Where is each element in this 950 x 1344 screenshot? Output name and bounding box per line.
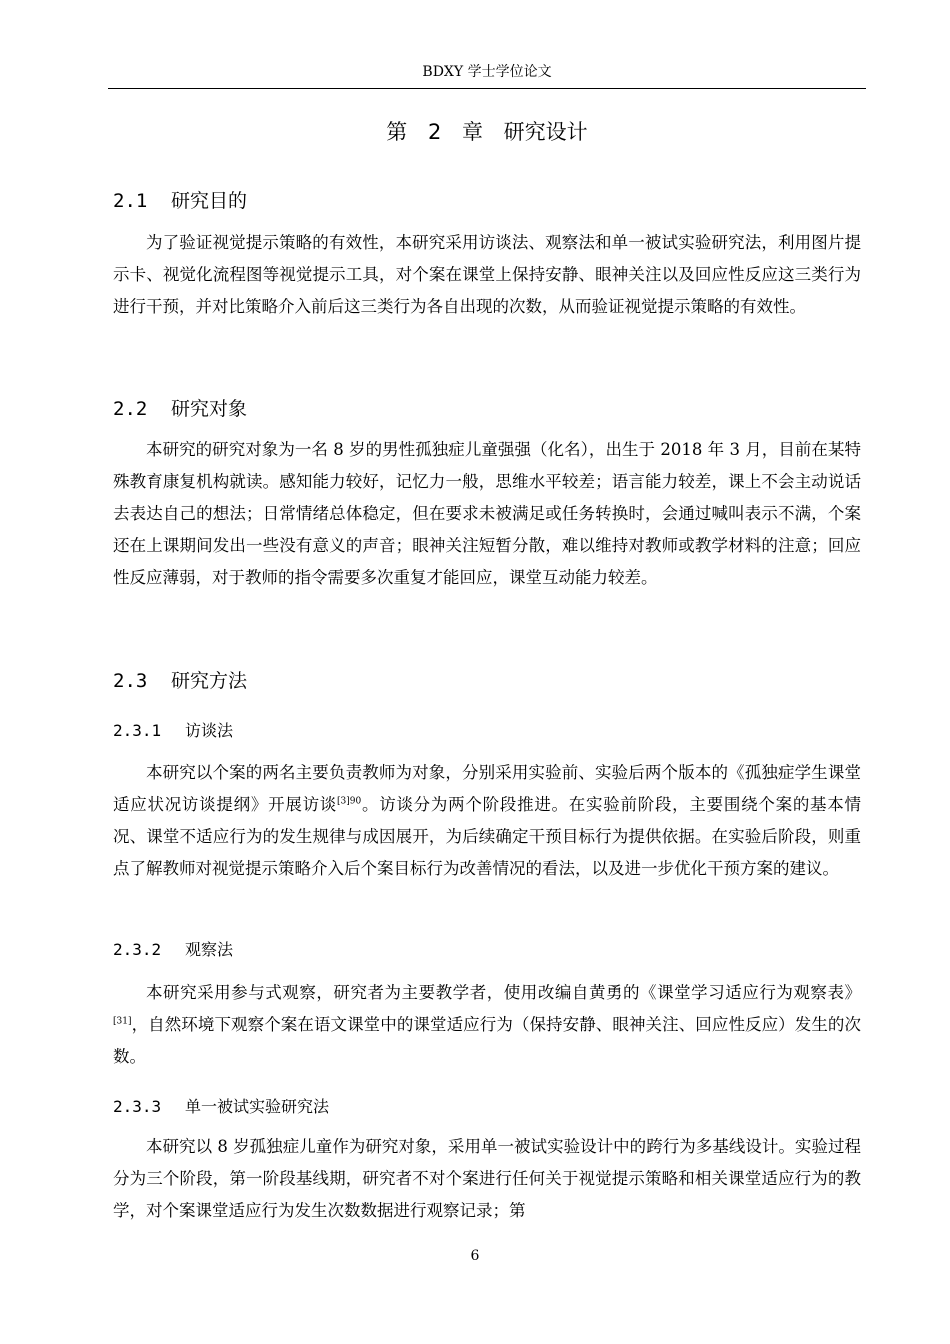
section-heading-2-1: [113, 187, 247, 215]
subsection-title: 访谈法: [185, 721, 234, 740]
chapter-title: 第 2 章 研究设计: [386, 120, 588, 144]
paragraph-observation-method: [113, 977, 861, 1073]
page-number: 6: [470, 1248, 480, 1264]
subsection-title: 单一被试实验研究法: [185, 1097, 330, 1116]
subsection-number: 2.3.1: [113, 721, 162, 740]
paragraph-research-subject: 本研究的研究对象为一名 8 岁的男性孤独症儿童强强（化名），出生于 2018 年 3 月，目前在某特殊教育康复机构就读。感知能力较好，记忆力一般，思维水平较差；语言能力较差，课上不会主动说话去表达自己的想法；日常情绪总体稳定，但在要求未被满足或任务转换时，会通过喊叫表示不满，个案还在上课期间发出一些没有意义的声音；眼神关注短暂分散，难以维持对教师或教学材料的注意；回应性反应薄弱，对于教师的指令需要多次重复才能回应，课堂互动能力较差。: [113, 440, 861, 587]
section-number: 2.2: [113, 398, 148, 420]
section-title: 研究方法: [171, 670, 248, 692]
paragraph-interview-method: [113, 757, 861, 885]
citation: [31]: [113, 1016, 132, 1027]
header-rule: [108, 88, 866, 89]
section-number: 2.3: [113, 670, 148, 692]
paragraph-text: ，自然环境下观察个案在语文课堂中的课堂适应行为（保持安静、眼神关注、回应性反应）发生的次数。: [113, 1015, 861, 1066]
subsection-heading-2-3-3: [113, 1095, 329, 1119]
paragraph-single-subject-method: 本研究以 8 岁孤独症儿童作为研究对象，采用单一被试实验设计中的跨行为多基线设计。实验过程分为三个阶段，第一阶段基线期，研究者不对个案进行任何关于视觉提示策略和相关课堂适应行为的教学，对个案课堂适应行为发生次数数据进行观察记录；第: [113, 1137, 861, 1220]
subsection-heading-2-3-2: [113, 938, 233, 962]
citation: [3]90: [337, 796, 362, 807]
subsection-number: 2.3.2: [113, 940, 162, 959]
section-title: 研究目的: [171, 190, 248, 212]
subsection-title: 观察法: [185, 940, 234, 959]
paragraph-research-purpose: 为了验证视觉提示策略的有效性，本研究采用访谈法、观察法和单一被试实验研究法，利用图片提示卡、视觉化流程图等视觉提示工具，对个案在课堂上保持安静、眼神关注以及回应性反应这三类行为进行干预，并对比策略介入前后这三类行为各自出现的次数，从而验证视觉提示策略的有效性。: [113, 233, 861, 316]
paragraph-text: 本研究以个案的两名主要负责教师为对象，分别采用实验前、实验后两个版本的《孤独症学生课堂适应状况访谈提纲》开展访谈: [113, 763, 861, 814]
section-number: 2.1: [113, 190, 148, 212]
section-heading-2-3: [113, 667, 247, 695]
paragraph-text: 。访谈分为两个阶段推进。在实验前阶段，主要围绕个案的基本情况、课堂不适应行为的发生规律与成因展开，为后续确定干预目标行为提供依据。在实验后阶段，则重点了解教师对视觉提示策略介入后个案目标行为改善情况的看法，以及进一步优化干预方案的建议。: [113, 795, 862, 878]
paragraph-text: 本研究采用参与式观察，研究者为主要教学者，使用改编自黄勇的《课堂学习适应行为观察表》: [146, 983, 861, 1002]
subsection-number: 2.3.3: [113, 1097, 162, 1116]
section-heading-2-2: [113, 395, 247, 423]
running-header: BDXY 学士学位论文: [422, 64, 552, 80]
subsection-heading-2-3-1: [113, 719, 233, 743]
section-title: 研究对象: [171, 398, 248, 420]
